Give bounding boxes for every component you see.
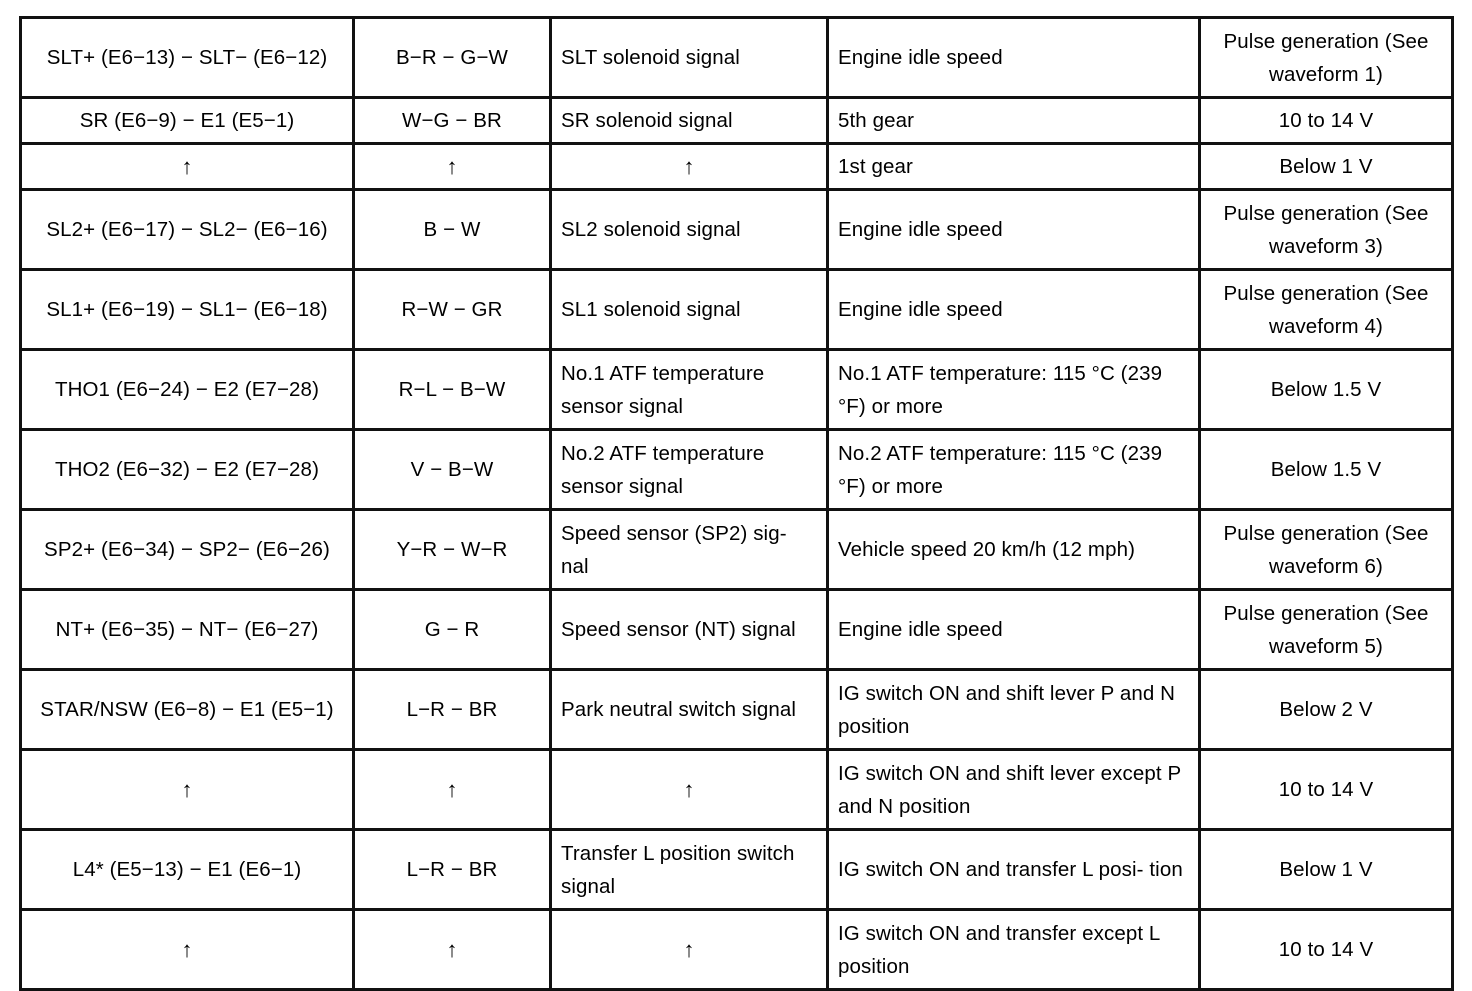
specified-condition-cell: Below 1.5 V [1200,350,1453,430]
table-row [21,98,1453,144]
condition-cell: IG switch ON and transfer L posi- tion [828,830,1200,910]
specified-condition-cell: Pulse generation (See waveform 1) [1200,18,1453,98]
specified-condition-cell: Below 1.5 V [1200,430,1453,510]
condition-cell: Engine idle speed [828,190,1200,270]
wiring-color-cell: R−W − GR [354,270,551,350]
condition-cell: Vehicle speed 20 km/h (12 mph) [828,510,1200,590]
table-row [21,910,1453,990]
terminal-symbols-cell: THO2 (E6−32) − E2 (E7−28) [21,430,354,510]
same-as-above-arrow-icon: ↑ [21,910,354,990]
same-as-above-arrow-icon: ↑ [354,750,551,830]
condition-cell: Engine idle speed [828,18,1200,98]
terminal-symbols-cell: SR (E6−9) − E1 (E5−1) [21,98,354,144]
condition-cell: Engine idle speed [828,590,1200,670]
specified-condition-cell: Pulse generation (See waveform 4) [1200,270,1453,350]
terminal-symbols-cell: SLT+ (E6−13) − SLT− (E6−12) [21,18,354,98]
wiring-color-cell: G − R [354,590,551,670]
specified-condition-cell: Below 1 V [1200,830,1453,910]
wiring-color-cell: B − W [354,190,551,270]
specified-condition-cell: Pulse generation (See waveform 3) [1200,190,1453,270]
table-row [21,590,1453,670]
table-row [21,190,1453,270]
terminal-symbols-cell: SL2+ (E6−17) − SL2− (E6−16) [21,190,354,270]
terminal-description-cell: SR solenoid signal [551,98,828,144]
terminal-symbols-cell: THO1 (E6−24) − E2 (E7−28) [21,350,354,430]
specified-condition-cell: Pulse generation (See waveform 5) [1200,590,1453,670]
wiring-color-cell: W−G − BR [354,98,551,144]
table-row [21,750,1453,830]
terminal-symbols-cell: L4* (E5−13) − E1 (E6−1) [21,830,354,910]
specified-condition-cell: Pulse generation (See waveform 6) [1200,510,1453,590]
specified-condition-cell: 10 to 14 V [1200,910,1453,990]
wiring-color-cell: Y−R − W−R [354,510,551,590]
specified-condition-cell: 10 to 14 V [1200,750,1453,830]
terminal-description-cell: Speed sensor (SP2) sig- nal [551,510,828,590]
table-row [21,510,1453,590]
terminal-description-cell: SLT solenoid signal [551,18,828,98]
same-as-above-arrow-icon: ↑ [21,144,354,190]
condition-cell: No.1 ATF temperature: 115 °C (239 °F) or more [828,350,1200,430]
terminal-inspection-table [19,16,1454,991]
terminal-description-cell: Transfer L position switch signal [551,830,828,910]
terminal-description-cell: SL1 solenoid signal [551,270,828,350]
wiring-color-cell: L−R − BR [354,670,551,750]
terminal-description-cell: Speed sensor (NT) signal [551,590,828,670]
table-row [21,18,1453,98]
terminal-symbols-cell: NT+ (E6−35) − NT− (E6−27) [21,590,354,670]
terminal-description-cell: SL2 solenoid signal [551,190,828,270]
same-as-above-arrow-icon: ↑ [354,144,551,190]
specified-condition-cell: Below 1 V [1200,144,1453,190]
condition-cell: 1st gear [828,144,1200,190]
table-row [21,830,1453,910]
wiring-color-cell: L−R − BR [354,830,551,910]
same-as-above-arrow-icon: ↑ [354,910,551,990]
condition-cell: IG switch ON and shift lever P and N position [828,670,1200,750]
condition-cell: 5th gear [828,98,1200,144]
condition-cell: Engine idle speed [828,270,1200,350]
condition-cell: IG switch ON and transfer except L position [828,910,1200,990]
wiring-color-cell: R−L − B−W [354,350,551,430]
table-row [21,270,1453,350]
specified-condition-cell: Below 2 V [1200,670,1453,750]
same-as-above-arrow-icon: ↑ [551,750,828,830]
condition-cell: IG switch ON and shift lever except P and N position [828,750,1200,830]
same-as-above-arrow-icon: ↑ [551,144,828,190]
terminal-description-cell: No.1 ATF temperature sensor signal [551,350,828,430]
table-row [21,350,1453,430]
condition-cell: No.2 ATF temperature: 115 °C (239 °F) or more [828,430,1200,510]
terminal-description-cell: Park neutral switch signal [551,670,828,750]
wiring-color-cell: V − B−W [354,430,551,510]
same-as-above-arrow-icon: ↑ [551,910,828,990]
wiring-color-cell: B−R − G−W [354,18,551,98]
terminal-symbols-cell: SL1+ (E6−19) − SL1− (E6−18) [21,270,354,350]
table-row [21,430,1453,510]
same-as-above-arrow-icon: ↑ [21,750,354,830]
specified-condition-cell: 10 to 14 V [1200,98,1453,144]
terminal-symbols-cell: STAR/NSW (E6−8) − E1 (E5−1) [21,670,354,750]
terminal-description-cell: No.2 ATF temperature sensor signal [551,430,828,510]
table-row [21,670,1453,750]
table-row [21,144,1453,190]
terminal-symbols-cell: SP2+ (E6−34) − SP2− (E6−26) [21,510,354,590]
